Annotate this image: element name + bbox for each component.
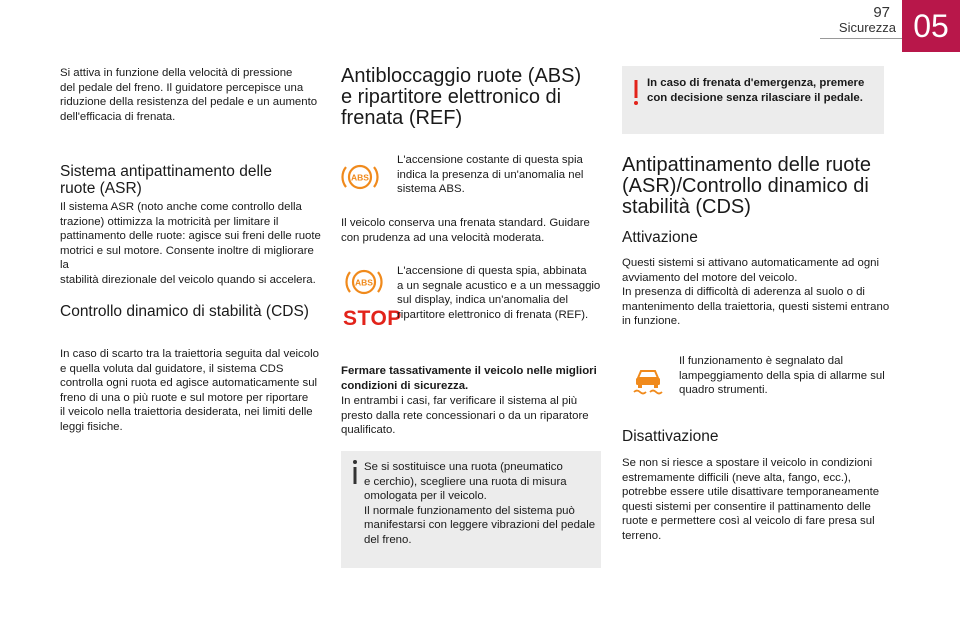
- abs-warning-icon: [340, 161, 380, 193]
- cds-heading: Controllo dinamico di stabilità (CDS): [60, 303, 309, 320]
- standard-brake-paragraph: Il veicolo conserva una frenata standard. Guidare con prudenza ad una velocità moderata.: [341, 217, 590, 244]
- page-number: 97: [873, 4, 890, 21]
- abs-icon-label: ABS: [351, 172, 369, 183]
- ref-lamp-paragraph: L'accensione di questa spia, abbinata a un segnale acustico e a un messaggio sul display, indica un'anomalia del ripartitore elettronico di frenata (REF).: [397, 265, 601, 321]
- info-box-paragraph: Se si sostituisce una ruota (pneumatico e cerchio), scegliere una ruota di misura omologata per il veicolo. Il normale funzionamento del sistema può manifestarsi con leggere vibrazioni del pedale del freno.: [364, 461, 596, 546]
- ref-warning-icon: [344, 266, 384, 298]
- deactivation-heading: Disattivazione: [622, 428, 719, 445]
- activation-heading: Attivazione: [622, 229, 698, 246]
- svg-text:ABS: ABS: [355, 277, 373, 288]
- info-icon: [350, 459, 360, 485]
- section-name: Sicurezza: [838, 20, 896, 35]
- deactivation-paragraph: Se non si riesce a spostare il veicolo in condizioni estremamente difficili (neve alta, fango, ecc.), potrebbe essere utile disattivare temporaneamente questi sistemi per consentire il pattinamento delle ruote e permettere così al veicolo di fare presa sul terreno.: [622, 457, 880, 542]
- chapter-tab: 05: [902, 0, 960, 52]
- emergency-brake-paragraph: In caso di frenata d'emergenza, premere con decisione senza rilasciare il pedale.: [647, 77, 865, 104]
- asr-cds-heading: Antipattinamento delle ruote (ASR)/Controllo dinamico di stabilità (CDS): [622, 154, 872, 218]
- emergency-brake-box: [622, 66, 884, 134]
- asr-paragraph: Il sistema ASR (noto anche come controllo della trazione) ottimizza la motricità per limitare il pattinamento delle ruote: agisce sui freni delle ruote motrici e sul motore. Consente inoltre di migliorare la stabilità direzionale del veicolo quando si accelera.: [60, 201, 321, 286]
- activation-paragraph: Questi sistemi si attivano automaticamente ad ogni avviamento del motore del veicolo. In presenza di difficoltà di aderenza al suolo o di mantenimento della traiettoria, questi sistemi entrano in funzione.: [622, 257, 890, 328]
- exclamation-icon: [631, 80, 641, 106]
- abs-lamp-paragraph: L'accensione costante di questa spia indica la presenza di un'anomalia nel sistema ABS.: [397, 154, 584, 196]
- header-divider: [820, 38, 902, 39]
- intro-paragraph: Si attiva in funzione della velocità di pressione del pedale del freno. Il guidatore percepisce una riduzione della resistenza del pedale e un aumento dell'efficacia di frenata.: [60, 67, 318, 123]
- stability-lamp-paragraph: Il funzionamento è segnalato dal lampeggiamento della spia di allarme sul quadro strumenti.: [679, 355, 885, 397]
- stop-icon: STOP: [343, 307, 402, 330]
- cds-paragraph: In caso di scarto tra la traiettoria seguita dal veicolo e quella voluta dal guidatore, il sistema CDS controlla ogni ruota ed agisce automaticamente sul freno di una o più ruote e sul motore per riportare il veicolo nella traiettoria desiderata, nei limiti delle leggi fisiche.: [60, 348, 319, 433]
- asr-heading: Sistema antipattinamento delle ruote (ASR): [60, 163, 272, 197]
- abs-ref-heading: Antibloccaggio ruote (ABS) e ripartitore elettronico di frenata (REF): [341, 65, 582, 129]
- stop-warning-bold: Fermare tassativamente il veicolo nelle migliori condizioni di sicurezza.: [341, 365, 597, 392]
- info-box: [341, 451, 601, 568]
- stability-control-icon: [631, 364, 665, 396]
- stop-warning-paragraph: In entrambi i casi, far verificare il sistema al più presto dalla rete concessionari o da un riparatore qualificato.: [341, 395, 589, 437]
